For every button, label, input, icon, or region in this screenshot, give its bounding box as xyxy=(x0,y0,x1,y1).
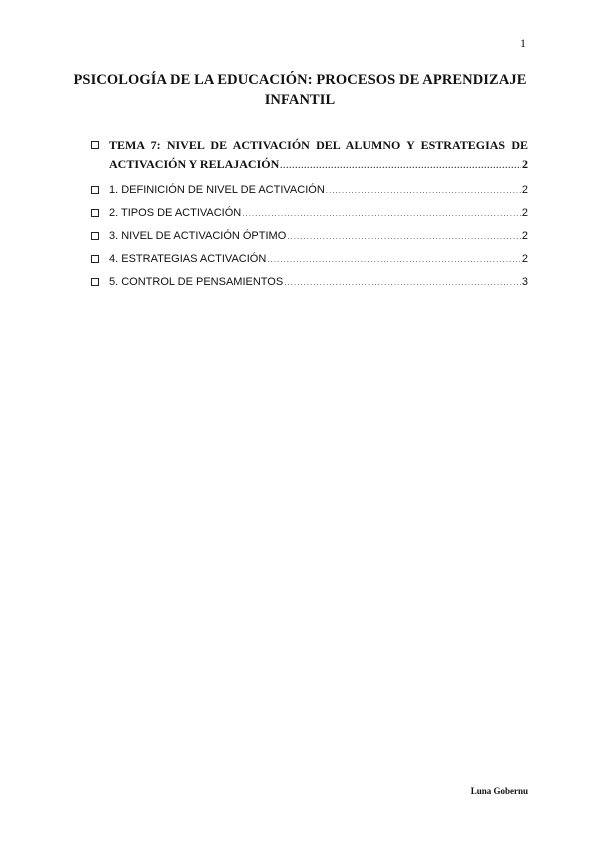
dot-leader xyxy=(267,249,521,271)
checkbox-icon xyxy=(91,209,99,217)
dot-leader xyxy=(284,272,521,294)
dot-leader xyxy=(287,226,521,248)
checkbox-icon xyxy=(91,186,99,194)
table-of-contents xyxy=(91,136,528,294)
toc-page-number: 2 xyxy=(521,207,528,219)
toc-entry-title-line-2: ACTIVACIÓN Y RELAJACIÓN xyxy=(109,157,280,171)
checkbox-icon xyxy=(91,141,99,149)
page-number: 1 xyxy=(520,36,526,50)
toc-page-number: 2 xyxy=(522,157,528,171)
toc-entry-label: 3. NIVEL DE ACTIVACIÓN ÓPTIMO xyxy=(109,230,287,242)
document-title-line-1: PSICOLOGÍA DE LA EDUCACIÓN: PROCESOS DE APRENDIZAJE xyxy=(73,72,527,88)
toc-page-number: 2 xyxy=(521,253,528,265)
toc-page-number: 3 xyxy=(521,276,528,288)
toc-entry-label: 1. DEFINICIÓN DE NIVEL DE ACTIVACIÓN xyxy=(109,184,325,196)
checkbox-icon xyxy=(91,232,99,240)
document-title-line-2: INFANTIL xyxy=(264,92,336,108)
dot-leader xyxy=(326,180,521,202)
checkbox-icon xyxy=(91,278,99,286)
toc-page-number: 2 xyxy=(521,230,528,242)
checkbox-icon xyxy=(91,255,99,263)
toc-entry-label: 5. CONTROL DE PENSAMIENTOS xyxy=(109,276,284,288)
toc-page-number: 2 xyxy=(521,184,528,196)
dot-leader xyxy=(242,203,521,225)
toc-entry-3[interactable] xyxy=(91,225,528,248)
toc-entry-1[interactable] xyxy=(91,179,528,202)
author-footer: Luna Gobernu xyxy=(470,786,528,796)
toc-entry-title-line-1: TEMA 7: NIVEL DE ACTIVACIÓN DEL ALUMNO Y ESTRATEGIAS DE xyxy=(109,138,528,152)
dot-leader xyxy=(280,156,521,175)
toc-entry-tema-7[interactable] xyxy=(91,136,528,175)
toc-entry-label: 2. TIPOS DE ACTIVACIÓN xyxy=(109,207,242,219)
toc-entry-2[interactable] xyxy=(91,202,528,225)
document-title xyxy=(70,70,530,110)
toc-entry-5[interactable] xyxy=(91,271,528,294)
toc-entry-4[interactable] xyxy=(91,248,528,271)
toc-entry-label: 4. ESTRATEGIAS ACTIVACIÓN xyxy=(109,253,267,265)
